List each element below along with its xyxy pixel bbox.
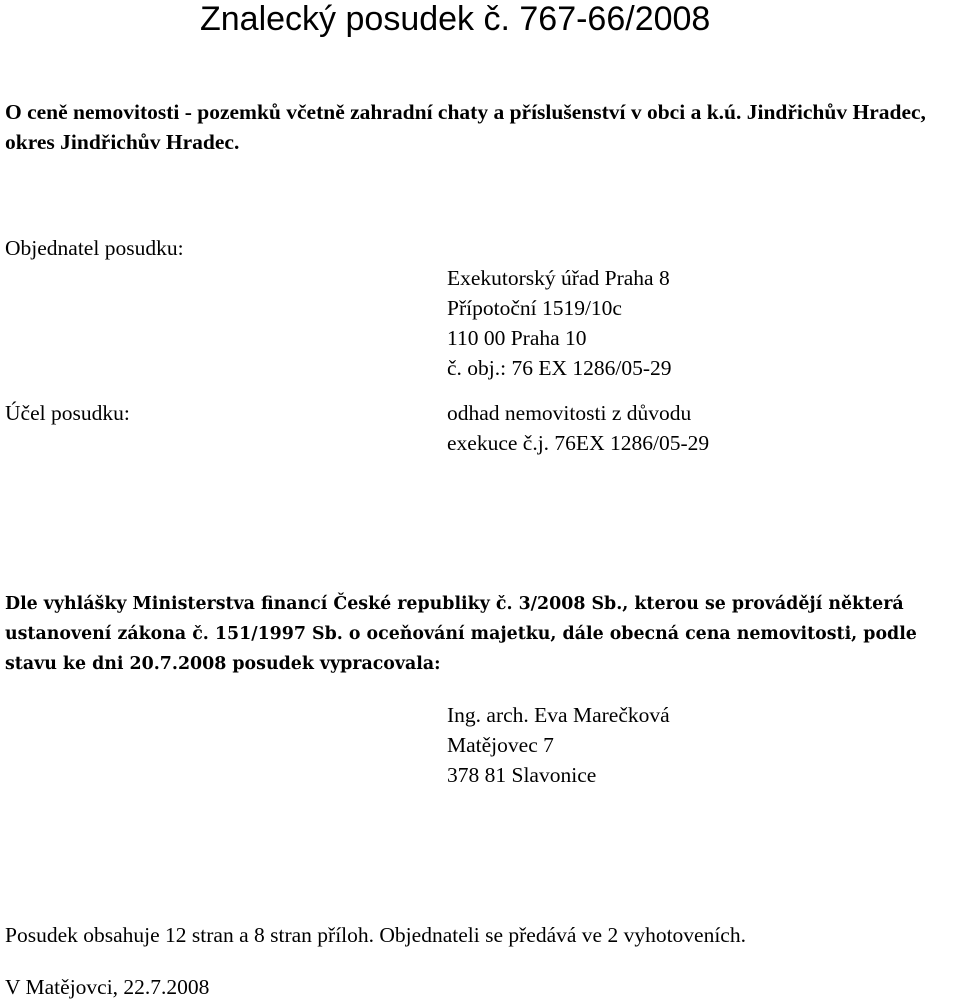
document-title: Znalecký posudek č. 767-66/2008 xyxy=(200,0,711,38)
purpose-line: exekuce č.j. 76EX 1286/05-29 xyxy=(447,431,710,455)
purpose-line: odhad nemovitosti z důvodu xyxy=(447,401,692,425)
legal-basis-line: Dle vyhlášky Ministerstva financí České republiky č. 3/2008 Sb., kterou se provádějí některá xyxy=(5,594,904,614)
purpose-label: Účel posudku: xyxy=(5,401,130,425)
subject-heading: O ceně nemovitosti - pozemků včetně zahradní chaty a příslušenství v obci a k.ú. Jindřichův Hradec, okres Jindřichův Hradec. xyxy=(5,100,926,154)
legal-basis xyxy=(5,589,960,679)
author-name: Ing. arch. Eva Marečková xyxy=(447,703,670,727)
orderer-line: 110 00 Praha 10 xyxy=(447,326,587,350)
author-address-line: Matějovec 7 xyxy=(447,733,554,757)
purpose-block xyxy=(447,398,709,458)
author-address-line: 378 81 Slavonice xyxy=(447,763,597,787)
orderer-line: č. obj.: 76 EX 1286/05-29 xyxy=(447,356,672,380)
legal-basis-line: ustanovení zákona č. 151/1997 Sb. o oceňování majetku, dále obecná cena nemovitosti, podle xyxy=(5,624,917,644)
orderer-label: Objednatel posudku: xyxy=(5,236,184,260)
orderer-line: Exekutorský úřad Praha 8 xyxy=(447,266,670,290)
orderer-line: Přípotoční 1519/10c xyxy=(447,296,622,320)
legal-basis-line: stavu ke dni 20.7.2008 posudek vypracovala: xyxy=(5,654,441,674)
author-block xyxy=(447,700,670,790)
orderer-block xyxy=(447,263,672,383)
contents-note: Posudek obsahuje 12 stran a 8 stran příloh. Objednateli se předává ve 2 vyhotoveních. xyxy=(5,923,746,947)
place-date: V Matějovci, 22.7.2008 xyxy=(5,975,210,999)
